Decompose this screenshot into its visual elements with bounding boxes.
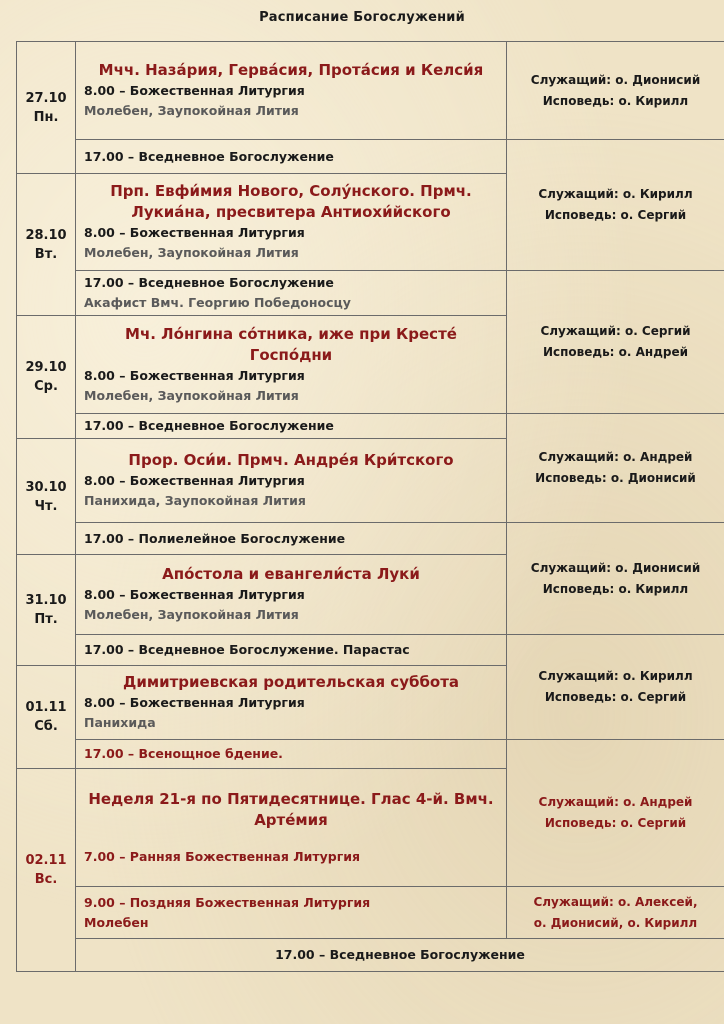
table-row: [17, 140, 724, 174]
service-cell: [76, 555, 507, 635]
feast-title: Апо́стола и евангели́ста Луки́: [162, 565, 420, 583]
after-liturgy-line: Молебен, Заупокойная Лития: [84, 387, 299, 403]
weekday: Вс.: [34, 872, 58, 887]
evening-line: 17.00 – Вседневное Богослужение: [275, 947, 525, 962]
confession-priest: Исповедь: о. Сергий: [544, 690, 687, 704]
evening-cell: [76, 140, 507, 174]
liturgy-line: 8.00 – Божественная Литургия: [84, 695, 305, 710]
feast-title: Прп. Евфи́мия Нового, Солу́нского. Прмч. Лукиа́на, пресвитера Антиохи́йского: [110, 182, 472, 221]
serving-priest: Служащий: о. Дионисий: [530, 560, 701, 575]
feast-title: Неделя 21-я по Пятидесятнице. Глас 4-й. Вмч. Арте́мия: [88, 789, 494, 829]
clergy-cell: [507, 42, 724, 140]
clergy-cell: [507, 140, 724, 271]
date: 30.10: [25, 479, 67, 495]
after-liturgy-line: Молебен, Заупокойная Лития: [84, 245, 299, 260]
weekday: Пн.: [33, 109, 59, 125]
serving-priest: Служащий: о. Дионисий: [530, 72, 701, 87]
date: 28.10: [25, 227, 67, 243]
weekday: Пт.: [34, 612, 58, 627]
feast-title: Прор. Оси́и. Прмч. Андре́я Кри́тского: [128, 451, 454, 469]
clergy-cell: [507, 635, 724, 740]
liturgy-line: 8.00 – Божественная Литургия: [84, 367, 305, 383]
evening-line: 17.00 – Полиелейное Богослужение: [84, 530, 346, 546]
evening-cell: [76, 740, 507, 769]
table-row: [17, 271, 724, 316]
feast-title: Мч. Ло́нгина со́тника, иже при Кресте́ Госпо́дни: [125, 324, 457, 364]
late-liturgy-cell: [76, 887, 507, 939]
date-cell: [17, 769, 76, 972]
after-liturgy-line: Панихида, Заупокойная Лития: [84, 493, 306, 508]
evening-cell: [76, 271, 507, 316]
confession-priest: о. Дионисий, о. Кирилл: [533, 915, 698, 930]
evening-cell: [76, 414, 507, 439]
table-row: [17, 887, 724, 939]
table-row: [17, 42, 724, 140]
date-cell: [17, 439, 76, 555]
late-liturgy-line: 9.00 – Поздняя Божественная Литургия: [84, 894, 371, 910]
evening-cell: [76, 635, 507, 666]
date-cell: [17, 42, 76, 174]
evening-cell: [76, 523, 507, 555]
feast-title: Димитриевская родительская суббота: [122, 673, 460, 691]
confession-priest: Исповедь: о. Кирилл: [542, 581, 689, 596]
clergy-cell: [507, 271, 724, 414]
table-row: [17, 414, 724, 439]
confession-priest: Исповедь: о. Андрей: [542, 345, 689, 359]
table-row: [17, 740, 724, 769]
evening-extra-line: Акафист Вмч. Георгию Победоносцу: [84, 295, 351, 310]
liturgy-line: 8.00 – Божественная Литургия: [84, 225, 305, 240]
service-cell: [76, 769, 507, 887]
clergy-cell: [507, 414, 724, 523]
date: 31.10: [25, 593, 67, 608]
date-cell: [17, 174, 76, 316]
date-cell: [17, 316, 76, 439]
spacer: [84, 831, 498, 847]
feast-title: Мчч. Наза́рия, Герва́сия, Прота́сия и Келси́я: [98, 61, 484, 79]
service-cell: [76, 439, 507, 523]
late-after-line: Молебен: [84, 914, 149, 930]
evening-line: 17.00 – Вседневное Богослужение: [84, 275, 334, 290]
service-cell: [76, 316, 507, 414]
evening-line: 17.00 – Всенощное бдение.: [84, 746, 283, 761]
evening-line: 17.00 – Вседневное Богослужение. Парастас: [84, 642, 410, 657]
weekday: Сб.: [34, 719, 58, 734]
date: 29.10: [25, 360, 67, 375]
weekday: Чт.: [34, 498, 58, 514]
date: 02.11: [25, 853, 67, 868]
liturgy-line: 8.00 – Божественная Литургия: [84, 473, 305, 488]
serving-priest: Служащий: о. Сергий: [540, 324, 691, 338]
confession-priest: Исповедь: о. Кирилл: [542, 93, 689, 108]
schedule-table: [16, 41, 724, 972]
service-cell: [76, 174, 507, 271]
service-cell: [76, 42, 507, 140]
table-row: [17, 523, 724, 555]
after-liturgy-line: Молебен, Заупокойная Лития: [84, 607, 299, 622]
liturgy-line: 8.00 – Божественная Литургия: [84, 83, 305, 98]
liturgy-line: 8.00 – Божественная Литургия: [84, 587, 305, 602]
table-row: [17, 939, 724, 972]
confession-priest: Исповедь: о. Дионисий: [535, 471, 696, 485]
date: 27.10: [25, 90, 67, 106]
weekday: Вт.: [34, 246, 58, 262]
date-cell: [17, 555, 76, 666]
evening-line: 17.00 – Вседневное Богослужение: [84, 148, 334, 164]
serving-priest: Служащий: о. Кирилл: [538, 669, 693, 683]
weekday: Ср.: [34, 379, 58, 394]
serving-priest: Служащий: о. Алексей,: [533, 894, 698, 909]
after-liturgy-line: Панихида: [84, 715, 156, 730]
serving-priest: Служащий: о. Андрей: [538, 450, 693, 464]
evening-cell: [76, 939, 724, 972]
liturgy-line: 7.00 – Ранняя Божественная Литургия: [84, 848, 361, 864]
confession-priest: Исповедь: о. Сергий: [544, 208, 687, 222]
page-title: Расписание Богослужений: [259, 10, 465, 25]
service-cell: [76, 666, 507, 740]
after-liturgy-line: Молебен, Заупокойная Лития: [84, 103, 299, 118]
date: 01.11: [25, 700, 67, 715]
date-cell: [17, 666, 76, 769]
serving-priest: Служащий: о. Кирилл: [538, 187, 693, 201]
clergy-cell: [507, 523, 724, 635]
confession-priest: Исповедь: о. Сергий: [544, 816, 687, 830]
serving-priest: Служащий: о. Андрей: [538, 795, 693, 809]
clergy-cell: [507, 887, 724, 939]
evening-line: 17.00 – Вседневное Богослужение: [84, 418, 334, 433]
table-row: [17, 635, 724, 666]
clergy-cell: [507, 740, 724, 887]
